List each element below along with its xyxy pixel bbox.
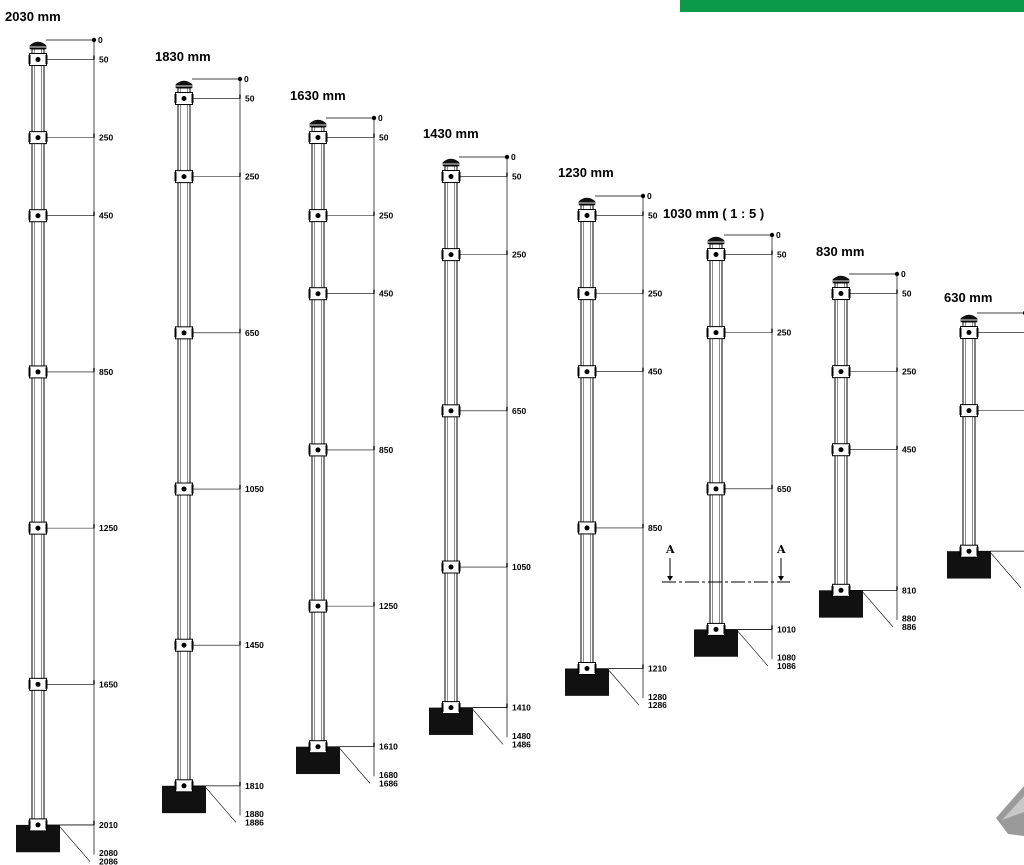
tick-label: 450 — [648, 366, 663, 377]
bracket-ear — [578, 211, 580, 220]
tick-label: 886 — [902, 621, 917, 632]
post-7 — [816, 244, 916, 632]
bracket — [707, 483, 792, 495]
bracket-ear — [326, 133, 328, 142]
bracket-ear — [175, 641, 177, 650]
bracket-ear — [595, 367, 597, 376]
bracket-bolt — [316, 291, 321, 296]
bracket-bolt — [182, 783, 187, 788]
post-title: 1030 mm ( 1 : 5 ) — [663, 206, 765, 221]
bracket — [442, 249, 527, 261]
bracket — [309, 444, 394, 456]
post-2 — [155, 49, 264, 827]
bracket-ear — [707, 484, 709, 493]
bracket-ear — [175, 781, 177, 790]
bracket-bolt — [839, 588, 844, 593]
bracket-bolt — [182, 96, 187, 101]
bracket-bolt — [36, 369, 41, 374]
bracket-ear — [578, 289, 580, 298]
bracket-bolt — [449, 174, 454, 179]
post-tube — [581, 205, 593, 668]
bracket — [309, 288, 394, 300]
bracket-ear — [578, 523, 580, 532]
bracket-ear — [459, 703, 461, 712]
tick-label: 1480 — [512, 730, 531, 741]
bracket-ear — [960, 406, 962, 415]
bracket-ear — [960, 547, 962, 556]
tick-label: 1486 — [512, 739, 531, 750]
dimension-origin-dot — [238, 77, 242, 81]
section-arrow-head — [667, 576, 673, 581]
post-title: 1430 mm — [423, 126, 479, 141]
bracket-ear — [960, 328, 962, 337]
bracket-ear — [46, 524, 48, 533]
bracket-bolt — [316, 744, 321, 749]
bracket-ear — [192, 781, 194, 790]
tick-label: 250 — [379, 210, 394, 221]
bracket-ear — [459, 250, 461, 259]
tick-label: 1886 — [245, 817, 264, 828]
bracket-bolt — [714, 330, 719, 335]
bracket — [29, 54, 109, 66]
tick-label: 50 — [379, 132, 389, 143]
base-leader — [738, 631, 768, 666]
post-3 — [290, 88, 398, 788]
bracket — [309, 210, 394, 222]
bracket-ear — [977, 547, 979, 556]
bracket-ear — [724, 484, 726, 493]
bracket-bolt — [316, 447, 321, 452]
post-tube — [178, 88, 190, 785]
tick-label: 0 — [511, 152, 516, 162]
tick-label: 1410 — [512, 702, 531, 713]
section-marker-left — [665, 543, 675, 581]
dimension-origin-dot — [770, 233, 774, 237]
bracket — [578, 288, 663, 300]
post-cap — [176, 81, 192, 88]
tick-label: 2010 — [99, 819, 118, 830]
tick-label: 1250 — [99, 523, 118, 534]
post-8 — [944, 290, 1024, 593]
tick-label: 1650 — [99, 679, 118, 690]
tick-label: 250 — [648, 288, 663, 299]
bracket — [707, 249, 787, 261]
bracket-ear — [326, 289, 328, 298]
bracket-ear — [326, 445, 328, 454]
bracket-bolt — [967, 549, 972, 554]
tick-label: 1610 — [379, 741, 398, 752]
bracket-bolt — [36, 822, 41, 827]
bracket-ear — [849, 445, 851, 454]
bracket — [578, 210, 658, 222]
bracket-ear — [175, 328, 177, 337]
tick-label: 50 — [777, 249, 787, 260]
tick-label: 0 — [98, 35, 103, 45]
tick-label: 50 — [512, 171, 522, 182]
post-tube — [32, 49, 44, 824]
post-title: 630 mm — [944, 290, 993, 305]
tick-label: 1086 — [777, 661, 796, 672]
bracket-bolt — [316, 213, 321, 218]
tick-label: 1686 — [379, 778, 398, 789]
section-arrow-head — [778, 576, 784, 581]
bracket-ear — [459, 563, 461, 572]
bracket-ear — [192, 485, 194, 494]
bracket-ear — [707, 250, 709, 259]
tick-label: 0 — [776, 230, 781, 240]
tick-label: 0 — [244, 74, 249, 84]
bracket-ear — [326, 602, 328, 611]
bracket-bolt — [714, 627, 719, 632]
bracket-bolt — [182, 174, 187, 179]
bracket-ear — [309, 602, 311, 611]
bracket — [29, 366, 114, 378]
dimension-origin-dot — [372, 116, 376, 120]
tick-label: 450 — [902, 444, 917, 455]
base-leader — [340, 749, 370, 784]
bracket — [960, 327, 1024, 339]
bracket-ear — [309, 289, 311, 298]
tick-label: 650 — [512, 405, 527, 416]
bracket — [707, 327, 792, 339]
bracket-ear — [175, 485, 177, 494]
bracket-ear — [849, 367, 851, 376]
bracket-ear — [192, 328, 194, 337]
tick-label: 2086 — [99, 856, 118, 865]
bracket — [832, 366, 917, 378]
post-tube — [710, 244, 722, 629]
tick-label: 250 — [512, 249, 527, 260]
bracket-ear — [595, 289, 597, 298]
bracket-ear — [309, 445, 311, 454]
bracket-ear — [309, 211, 311, 220]
post-tube — [835, 283, 847, 590]
bracket-bolt — [714, 486, 719, 491]
bracket-ear — [175, 94, 177, 103]
bracket-ear — [832, 445, 834, 454]
bracket — [578, 522, 663, 534]
bracket-ear — [326, 211, 328, 220]
tick-label: 1680 — [379, 770, 398, 781]
bracket-ear — [46, 133, 48, 142]
bracket-ear — [724, 328, 726, 337]
bracket — [832, 288, 912, 300]
bracket-bolt — [36, 135, 41, 140]
bracket-ear — [46, 211, 48, 220]
bracket-ear — [849, 289, 851, 298]
dimension-origin-dot — [895, 272, 899, 276]
tick-label: 650 — [777, 483, 792, 494]
tick-label: 0 — [901, 269, 906, 279]
bracket-bolt — [449, 705, 454, 710]
dimension-origin-dot — [92, 38, 96, 42]
post-title: 830 mm — [816, 244, 865, 259]
bracket — [309, 132, 389, 144]
tick-label: 1080 — [777, 652, 796, 663]
bracket-bolt — [585, 213, 590, 218]
tick-label: 0 — [647, 191, 652, 201]
post-cap — [708, 237, 724, 244]
bracket-ear — [29, 133, 31, 142]
bracket-ear — [192, 172, 194, 181]
tick-label: 1010 — [777, 624, 796, 635]
bracket-ear — [192, 641, 194, 650]
base-leader — [206, 788, 236, 823]
tick-label: 250 — [99, 132, 114, 143]
base-leader — [473, 710, 503, 745]
bracket-ear — [46, 367, 48, 376]
bracket-bolt — [316, 135, 321, 140]
bracket-ear — [707, 625, 709, 634]
tick-label: 1210 — [648, 663, 667, 674]
bracket-bolt — [839, 447, 844, 452]
bracket-ear — [29, 820, 31, 829]
bracket — [442, 561, 532, 573]
post-title: 1630 mm — [290, 88, 346, 103]
bracket-ear — [442, 703, 444, 712]
bracket — [442, 405, 527, 417]
tick-label: 1250 — [379, 601, 398, 612]
bracket-ear — [29, 680, 31, 689]
section-marker-right — [776, 543, 786, 581]
bracket-ear — [578, 664, 580, 673]
post-5 — [558, 165, 667, 710]
bracket-bolt — [36, 213, 41, 218]
bracket-bolt — [714, 252, 719, 257]
bracket — [175, 483, 265, 495]
bracket — [175, 639, 265, 651]
tick-label: 850 — [379, 444, 394, 455]
post-title: 1830 mm — [155, 49, 211, 64]
post-cap — [30, 42, 46, 49]
bracket-bolt — [36, 526, 41, 531]
section-label: A — [777, 543, 786, 556]
bracket-bolt — [967, 330, 972, 335]
bracket-ear — [724, 625, 726, 634]
post-title: 2030 mm — [5, 9, 61, 24]
bracket-ear — [46, 55, 48, 64]
bracket — [175, 171, 260, 183]
bracket-ear — [29, 524, 31, 533]
bracket — [29, 678, 119, 690]
post-1 — [5, 9, 118, 865]
base-leader — [60, 827, 90, 862]
bracket — [578, 366, 663, 378]
post-4 — [423, 126, 531, 749]
tick-label: 810 — [902, 585, 917, 596]
bracket-bolt — [36, 57, 41, 62]
bracket-ear — [442, 172, 444, 181]
tick-label: 0 — [378, 113, 383, 123]
bracket-bolt — [449, 565, 454, 570]
bracket-ear — [46, 680, 48, 689]
section-label: A — [666, 543, 675, 556]
bracket — [175, 93, 255, 105]
bracket — [29, 132, 114, 144]
bracket-ear — [832, 289, 834, 298]
bracket-ear — [29, 211, 31, 220]
base-leader — [863, 592, 893, 627]
bracket — [29, 210, 114, 222]
tick-label: 1280 — [648, 691, 667, 702]
tick-label: 50 — [648, 210, 658, 221]
tick-label: 50 — [99, 54, 109, 65]
bracket-ear — [442, 250, 444, 259]
dimension-origin-dot — [505, 155, 509, 159]
tick-label: 1880 — [245, 809, 264, 820]
bracket-ear — [595, 664, 597, 673]
bracket-ear — [29, 55, 31, 64]
tick-label: 450 — [379, 288, 394, 299]
tick-label: 880 — [902, 613, 917, 624]
bracket-ear — [459, 406, 461, 415]
bracket-ear — [578, 367, 580, 376]
bracket-ear — [832, 367, 834, 376]
bracket-ear — [977, 328, 979, 337]
bracket-ear — [595, 523, 597, 532]
bracket-ear — [309, 742, 311, 751]
bracket-bolt — [449, 252, 454, 257]
bracket-bolt — [839, 369, 844, 374]
bracket-ear — [442, 406, 444, 415]
bracket-bolt — [36, 682, 41, 687]
bracket-bolt — [585, 291, 590, 296]
dimension-origin-dot — [641, 194, 645, 198]
bracket-ear — [46, 820, 48, 829]
post-cap — [579, 198, 595, 205]
tick-label: 1810 — [245, 780, 264, 791]
tick-label: 850 — [99, 366, 114, 377]
base-leader — [609, 671, 639, 706]
tick-label: 250 — [777, 327, 792, 338]
bracket-ear — [595, 211, 597, 220]
tick-label: 50 — [245, 93, 255, 104]
bracket-ear — [977, 406, 979, 415]
bracket-ear — [832, 586, 834, 595]
bracket-bolt — [585, 525, 590, 530]
bracket — [960, 405, 1024, 417]
tick-label: 1450 — [245, 640, 264, 651]
bracket-bolt — [182, 330, 187, 335]
bracket-bolt — [839, 291, 844, 296]
post-tube — [445, 166, 457, 707]
bracket-ear — [326, 742, 328, 751]
bracket — [29, 522, 119, 534]
tick-label: 2080 — [99, 848, 118, 859]
bracket-ear — [192, 94, 194, 103]
bracket-ear — [459, 172, 461, 181]
bracket-bolt — [967, 408, 972, 413]
tick-label: 1286 — [648, 700, 667, 711]
base-leader — [991, 553, 1021, 588]
tick-label: 250 — [245, 171, 260, 182]
post-cap — [443, 159, 459, 166]
post-cap — [961, 315, 977, 322]
tick-label: 1050 — [245, 484, 264, 495]
bracket-ear — [175, 172, 177, 181]
bracket-ear — [707, 328, 709, 337]
bracket-ear — [29, 367, 31, 376]
bracket-bolt — [316, 604, 321, 609]
post-cap — [310, 120, 326, 127]
post-6 — [662, 206, 796, 671]
bracket-ear — [724, 250, 726, 259]
post-cap — [833, 276, 849, 283]
tick-label: 1050 — [512, 562, 531, 573]
bracket-ear — [309, 133, 311, 142]
bracket-bolt — [585, 666, 590, 671]
post-tube — [963, 322, 975, 551]
tick-label: 250 — [902, 366, 917, 377]
bracket-ear — [849, 586, 851, 595]
tick-label: 850 — [648, 522, 663, 533]
bracket-ear — [442, 563, 444, 572]
bracket-bolt — [449, 408, 454, 413]
tick-label: 50 — [902, 288, 912, 299]
tick-label: 650 — [245, 327, 260, 338]
bracket — [442, 171, 522, 183]
bracket — [309, 600, 399, 612]
bracket-bolt — [182, 643, 187, 648]
bracket — [832, 444, 917, 456]
post-title: 1230 mm — [558, 165, 614, 180]
bracket-bolt — [585, 369, 590, 374]
bracket-bolt — [182, 487, 187, 492]
bracket — [175, 327, 260, 339]
tick-label: 450 — [99, 210, 114, 221]
